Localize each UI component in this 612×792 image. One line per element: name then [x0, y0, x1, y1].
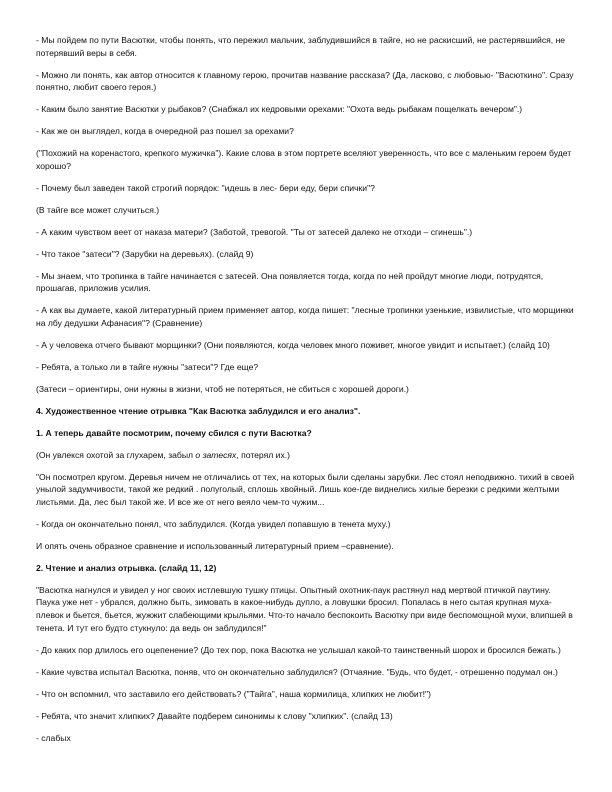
paragraph-question-rule: - Почему был заведен такой строгий порядок: "идешь в лес- бери еду, бери спички"? [36, 182, 375, 193]
paragraph-answer-appearance: ("Похожий на коренастого, крепкого мужичка"). Какие слова в этом портрете вселяют уверенность, что все с маленьким героем будет хорошо? [36, 148, 572, 171]
section-heading-4: 4. Художественное чтение отрывка "Как Васютка заблудился и его анализ". [36, 405, 361, 416]
paragraph-question-stupor: - До каких пор длилось его оцепенение? (До тех пор, пока Васютка не услышал какой-то таинственный шорох и бросился бежать.) [36, 644, 561, 655]
paragraph-question-device: - А как вы думаете, какой литературный прием применяет автор, когда пишет: "лесные тропинки узенькие, извилистые, что морщинки на лбу дедушки Афанасия"? (Сравнение) [36, 305, 574, 328]
paragraph-question-synonyms: - Ребята, что значит хлипких? Давайте подберем синонимы к слову "хлипких". (слайд 13) [36, 710, 393, 721]
answer-hunt-part-3: , потерял их.) [236, 449, 291, 460]
paragraph-question-occupation: - Каким было занятие Васютки у рыбаков? (Снабжал их кедровыми орехами: "Охота ведь рыбакам пощелкать вечером".) [36, 104, 523, 115]
paragraph-question-appearance: - Как же он выглядел, когда в очередной раз пошел за орехами? [36, 126, 294, 137]
answer-hunt-italic: о затесях [195, 449, 237, 460]
paragraph-comparison: И опять очень образное сравнение и использованный литературный прием –сравнение). [36, 540, 394, 551]
paragraph-question-wrinkles: - А у человека отчего бывают морщинки? (Они появляются, когда человек много поживет, многое увидит и испытает.) (слайд 10) [36, 339, 550, 350]
paragraph-answer-rule: (В тайге все может случиться.) [36, 204, 160, 215]
paragraph-question-remembered: - Что он вспомнил, что заставило его действовать? ("Тайга", наша кормилица, хлипких не любит!") [36, 688, 431, 699]
paragraph-quote-forest: "Он посмотрел кругом. Деревья ничем не отличались от тех, на которых были сделаны зарубки. Лес стоял неподвижно. тихий в своей унылой задумчивости, такой же редкий . полуголый, сплошь хвойный. Лишь кое-где виднелись хилые березки с редкими желтыми листьями. Да, лес был такой же. И все же от него веяло чем-то чужим... [36, 471, 575, 507]
paragraph-intro: - Мы пойдем по пути Васютки, чтобы понять, что пережил мальчик, заблудившийся в тайге, но не раскисший, не растерявшийся, не потерявший веры в себя. [36, 35, 566, 58]
paragraph-question-mother: - А каким чувством веет от наказа матери? (Заботой, тревогой. "Ты от затесей далеко не отходи – сгинешь".) [36, 226, 473, 237]
paragraph-question-realized: - Когда он окончательно понял, что заблудился. (Когда увидел попавшую в тенета муху.) [36, 518, 391, 529]
paragraph-answer-landmarks: (Затеси – ориентиры, они нужны в жизни, чтоб не потеряться, не сбиться с хорошей дороги.) [36, 383, 409, 394]
subheading-2: 2. Чтение и анализ отрывка. (слайд 11, 12) [36, 562, 217, 573]
paragraph-answer-weak: - слабых [36, 732, 71, 743]
paragraph-question-feelings: - Какие чувства испытал Васютка, поняв, что он окончательно заблудился? (Отчаяние. "Будь, что будет, - отрешенно подумал он.) [36, 666, 558, 677]
paragraph-question-where: - Ребята, а только ли в тайге нужны "затеси"? Где еще? [36, 361, 259, 372]
paragraph-answer-hunt [36, 449, 576, 462]
paragraph-quote-spider: "Васютка нагнулся и увидел у ног своих истлевшую тушку птицы. Опытный охотник-паук растянул над мертвой птичкой паутину. Паука уже нет - убрался, должно быть, зимовать в какое-нибудь дупло, а ловушки бросил. Попалась в него сытая крупная муха-плевок и бьется, бьется, жужжит слабеющими крыльями. Что-то начало беспокоить Васютку при виде беспомощной мухи, влипшей в тенета. И тут его будто стукнуло: да ведь он заблудился!" [36, 584, 573, 633]
paragraph-question-zateси: - Что такое "затеси"? (Зарубки на деревьях). (слайд 9) [36, 248, 254, 259]
subheading-1: 1. А теперь давайте посмотрим, почему сбился с пути Васютка? [36, 427, 312, 438]
paragraph-path: - Мы знаем, что тропинка в тайге начинается с затесей. Она появляется тогда, когда по ней пройдут многие люди, потрудятся, прошагав, приложив усилия. [36, 270, 544, 294]
answer-hunt-part-1: (Он увлекся охотой за глухарем, забыл [36, 449, 196, 460]
paragraph-question-title: - Можно ли понять, как автор относится к главному герою, прочитав название рассказа? (Да, ласково, с любовью- "Васюткино". Сразу понятно, любит своего героя.) [36, 69, 574, 93]
